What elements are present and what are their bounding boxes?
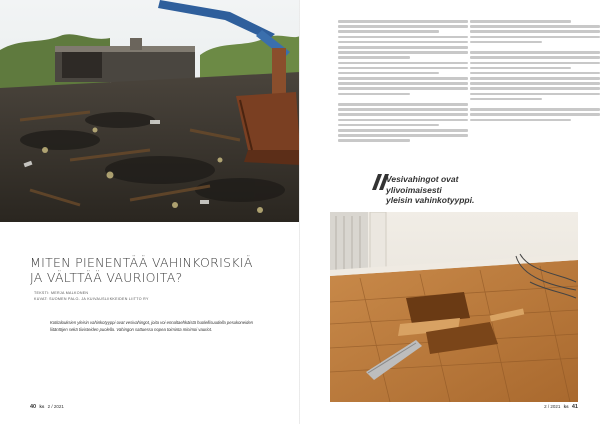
page-number-left: 40 [30,404,37,410]
issue-left: 2 / 2021 [47,404,64,409]
article-lead: Kotitalouksien yleisin vahinkotyyppi ovat vesivahingot, joita voi ennaltaehkäistä huolellisuudella pesukoneiden liitäntöjen sekä tiivisteiden puolella. Vahingon sattuessa nopea toiminta minimoi vauriot. [50,320,253,332]
article-headline [30,255,275,285]
brand-logo-right: ks [563,404,569,409]
pull-quote-line-2: ylivoimaisesti [386,184,442,195]
pull-quote-text [386,174,556,206]
article-byline [34,290,269,302]
pull-quote-line-3: yleisin vahinkotyyppi. [386,195,475,205]
byline-photos: KUVAT: SUOMEN PALO- JA KUIVAUSLIIKKEIDEN LIITTO RY [34,297,149,301]
page-number-right: 41 [571,404,578,410]
issue-right: 2 / 2021 [544,404,561,409]
body-text-column-2 [470,20,600,160]
fire-damage-illustration [0,0,300,222]
brand-logo-left: ks [39,404,45,409]
headline-line-1: MITEN PIENENTÄÄ VAHINKORISKIÄ [30,255,253,270]
fire-damage-photo [0,0,300,222]
water-damage-illustration [330,212,578,402]
folio-right [544,404,578,410]
pull-quote-line-1: Vesivahingot ovat [386,174,459,184]
byline-author: TEKSTI: MERJA MALKONEN [34,291,89,295]
headline-line-2: JA VÄLTTÄÄ VAURIOITA? [30,270,183,285]
water-damage-photo [330,212,578,402]
folio-left [30,404,64,410]
